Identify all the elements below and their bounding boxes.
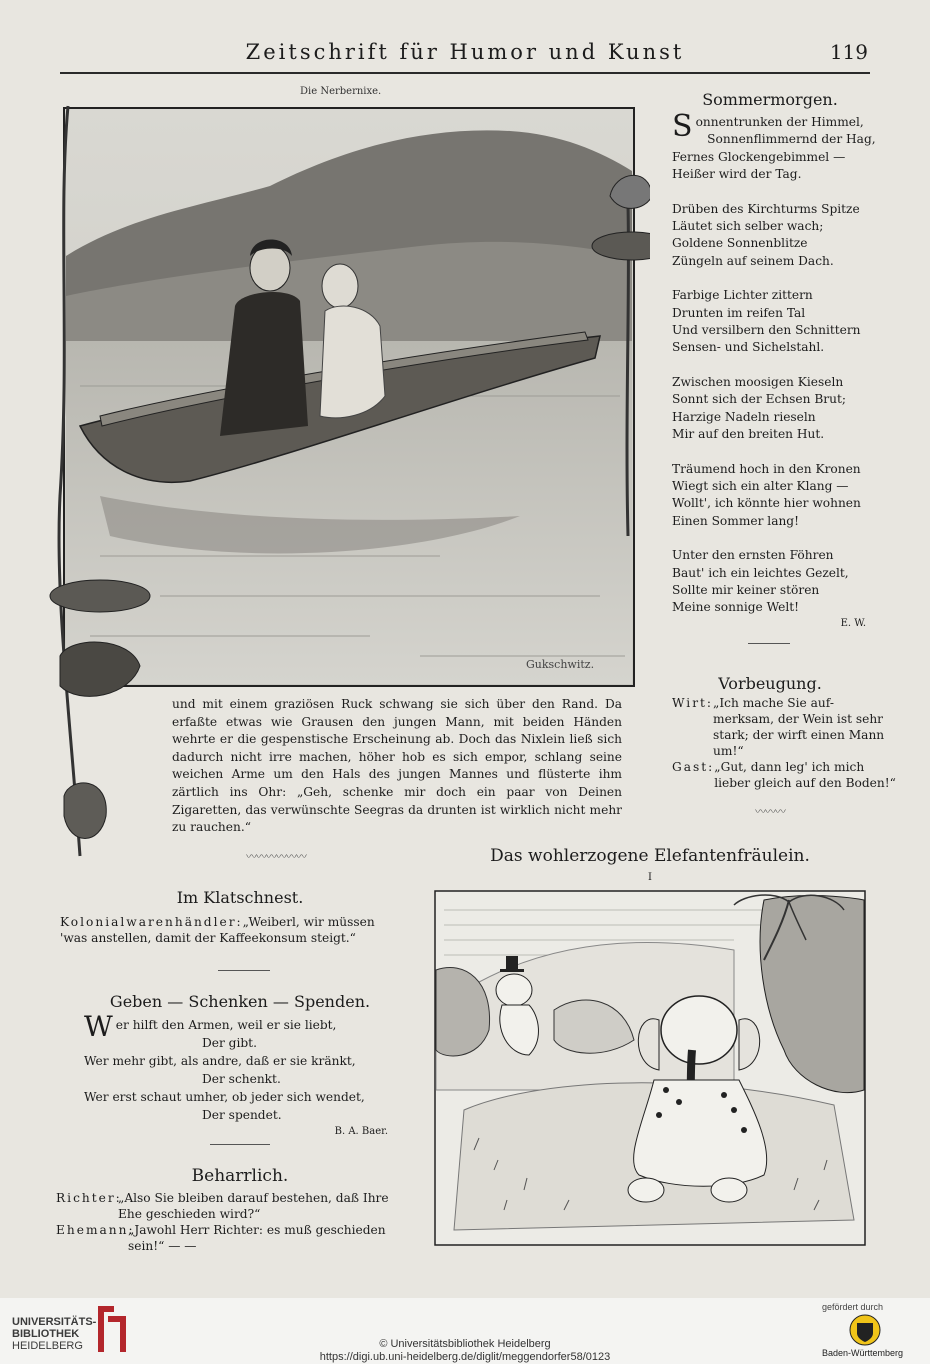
dialogue-text: „Weiberl, wir müssen 'was anstellen, damit der Kaffeekonsum steigt.“ bbox=[60, 915, 375, 945]
story-text: und mit einem graziösen Ruck schwang sie sich über den Rand. Da erfaßte etwas wie Grausen den jungen Mann, mit beiden Händen wehrte er die gespenstische Erscheinung ab. Doch das Nixlein ließ sich dadurch nicht irre machen, höher hob es sich empor, schlang seine weichen Arme um den Hals des jungen Mannes und flüsterte ihm zärtlich ins Ohr: „Geh, schenke mir doch ein paar von Deinen Zigaretten, das verwünschte Seegras da drunten ist wirklich nicht mehr zu rauchen.“ bbox=[172, 697, 622, 835]
klatschnest-title: Im Klatschnest. bbox=[176, 888, 304, 907]
geben-title: Geben — Schenken — Spenden. bbox=[109, 992, 371, 1011]
journal-title: Zeitschrift für Humor und Kunst bbox=[245, 40, 685, 64]
vorbeugung-dialogue bbox=[672, 695, 896, 791]
dialogue-text: „Ich mache Sie auf- merksam, der Wein ist sehr stark; der wirft einen Mann um!“ bbox=[713, 696, 885, 758]
speaker: Kolonialwarenhändler: bbox=[60, 915, 243, 929]
dialogue-text: „Gut, dann leg' ich mich lieber gleich auf den Boden!“ bbox=[714, 760, 896, 790]
poem-line: Wer erst schaut umher, ob jeder sich wendet, bbox=[84, 1090, 365, 1104]
beharrlich-title: Beharrlich. bbox=[191, 1166, 289, 1186]
dialogue-text: „Jawohl Herr Richter: es muß geschieden sein!“ — — bbox=[128, 1223, 386, 1253]
poem-stanza: Drüben des Kirchturms Spitze Läutet sich selber wach; Goldene Sonnenblitze Züngeln auf seinem Dach. bbox=[672, 201, 860, 268]
dialogue-line bbox=[56, 1190, 426, 1222]
wave-separator: 〰〰〰 bbox=[755, 805, 785, 818]
poem-line: Der schenkt. bbox=[202, 1072, 281, 1086]
poem-signature: B. A. Baer. bbox=[334, 1126, 388, 1137]
poem-stanza: Unter den ernsten Föhren Baut' ich ein leichtes Gezelt, Sollte mir keiner stören Meine sonnige Welt! bbox=[672, 548, 849, 615]
dialogue-line bbox=[672, 759, 896, 791]
poem-stanza: Sonnentrunken der Himmel, Sonnenflimmernd der Hag, Fernes Glockengebimmel — Heißer wird der Tag. bbox=[672, 109, 876, 182]
poem-sommermorgen bbox=[672, 109, 876, 617]
funder-name: Baden-Württemberg bbox=[822, 1348, 904, 1358]
artist-signature: Gukschwitz. bbox=[526, 658, 595, 671]
poem-sommermorgen-title: Sommermorgen. bbox=[702, 90, 838, 109]
speaker: Gast: bbox=[672, 760, 715, 774]
poem-stanza: Träumend hoch in den Kronen Wiegt sich ein alter Klang — Wollt', ich könnte hier wohnen Einen Sommer lang! bbox=[672, 461, 861, 528]
separator bbox=[210, 1144, 270, 1145]
page-url[interactable]: https://digi.ub.uni-heidelberg.de/diglit/meggendorfer58/0123 bbox=[319, 1351, 611, 1363]
elephant-illustration bbox=[434, 890, 866, 1246]
library-logo-text: UNIVERSITÄTS- BIBLIOTHEK HEIDELBERG bbox=[12, 1316, 97, 1352]
poem-line: Wer hilft den Armen, weil er sie liebt, bbox=[84, 1010, 337, 1043]
illustration-caption: Die Nerbernixe. bbox=[300, 86, 382, 97]
poem-line: Der spendet. bbox=[202, 1108, 282, 1122]
elephant-drawing bbox=[434, 890, 866, 1246]
copyright: © Universitätsbibliothek Heidelberg bbox=[379, 1338, 551, 1350]
drop-cap: S bbox=[672, 109, 693, 144]
drop-cap: W bbox=[84, 1010, 113, 1043]
header-rule bbox=[60, 72, 870, 74]
speaker: Wirt: bbox=[672, 696, 714, 710]
coat-of-arms-icon bbox=[848, 1313, 882, 1347]
geben-poem bbox=[84, 1010, 404, 1124]
speaker: Richter: bbox=[56, 1191, 122, 1205]
elefant-title: Das wohlerzogene Elefantenfräulein. bbox=[490, 846, 810, 866]
wave-separator: 〰〰〰〰〰〰 bbox=[246, 850, 306, 863]
poem-line: Wer mehr gibt, als andre, daß er sie kränkt, bbox=[84, 1054, 356, 1068]
poem-stanza: Zwischen moosigen Kieseln Sonnt sich der Echsen Brut; Harzige Nadeln rieseln Mir auf den breiten Hut. bbox=[672, 374, 846, 442]
separator bbox=[748, 643, 790, 644]
page-number: 119 bbox=[829, 40, 868, 64]
dialogue-line bbox=[672, 695, 885, 759]
dialogue-line bbox=[56, 1222, 426, 1254]
beharrlich-dialogue bbox=[56, 1190, 426, 1254]
dialogue-text: „Also Sie bleiben darauf bestehen, daß Ihre Ehe geschieden wird?“ bbox=[118, 1191, 389, 1221]
speaker: Ehemann: bbox=[56, 1223, 135, 1237]
klatschnest-text bbox=[60, 914, 424, 946]
poem-line: Der gibt. bbox=[202, 1036, 257, 1050]
funded-by-label: gefördert durch bbox=[822, 1302, 884, 1312]
vorbeugung-title: Vorbeugung. bbox=[718, 674, 822, 693]
separator bbox=[218, 970, 270, 971]
poem-stanza: Farbige Lichter zittern Drunten im reifen Tal Und versilbern den Schnittern Sensen- und Sichelstahl. bbox=[672, 288, 861, 355]
panel-number: I bbox=[648, 872, 652, 883]
poem-signature: E. W. bbox=[840, 618, 866, 629]
